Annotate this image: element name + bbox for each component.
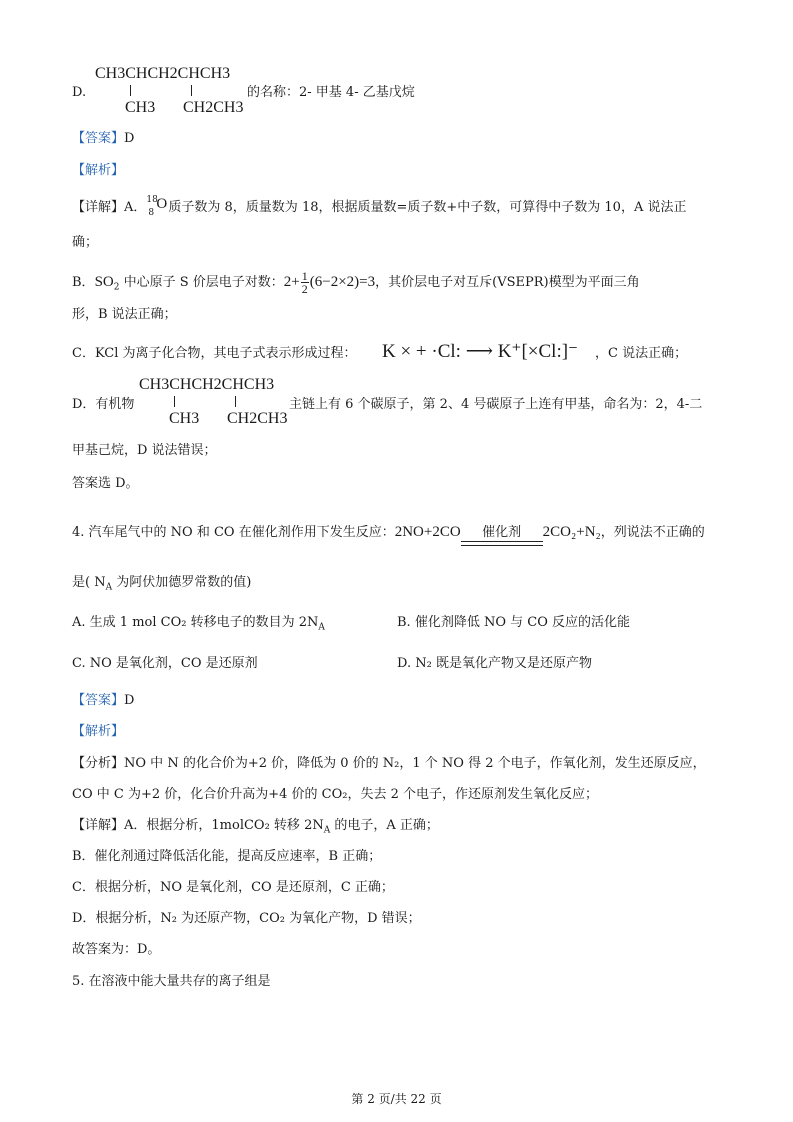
fraction-numerator: 1 bbox=[301, 269, 308, 283]
struct-main: CH3CHCH2CHCH3 bbox=[95, 65, 231, 82]
fenxi-tag: 【分析】 bbox=[72, 756, 125, 771]
struct-sub-1: CH3 bbox=[169, 410, 200, 427]
option-prefix: A． bbox=[124, 200, 147, 215]
fenxi-1 bbox=[72, 755, 706, 773]
answer-1 bbox=[72, 130, 134, 148]
detail-text: A．根据分析，1molCO₂ 转移 2N bbox=[124, 818, 324, 833]
detail-1-c: C．KCl 为离子化合物，其电子式表示形成过程： bbox=[72, 346, 357, 361]
struct-sub-2: CH2CH3 bbox=[183, 99, 244, 116]
structure-formula-detail bbox=[139, 376, 288, 427]
fraction bbox=[301, 270, 309, 295]
equation-part: 2+ bbox=[283, 274, 300, 290]
option-c[interactable]: C. NO 是氧化剂，CO 是还原剂 bbox=[72, 656, 258, 671]
answer-tag: 【答案】 bbox=[72, 693, 125, 708]
detail-b-text: 中心原子 S 价层电子对数： bbox=[119, 275, 284, 290]
bond-line bbox=[130, 85, 131, 96]
item-d-label: D. bbox=[72, 85, 87, 100]
detail-1-b-cont: 形，B 说法正确； bbox=[72, 307, 177, 322]
question-5-stem: 5. 在溶液中能大量共存的离子组是 bbox=[72, 974, 271, 989]
detail-2-b: B．催化剂通过降低活化能，提高反应速率，B 正确； bbox=[72, 849, 382, 864]
isotope-z: 8 bbox=[148, 208, 155, 218]
detail-1-d-cont: 甲基己烷，D 说法错误； bbox=[72, 443, 217, 458]
struct-main: CH3CHCH2CHCH3 bbox=[139, 376, 275, 393]
option-a[interactable] bbox=[72, 614, 325, 637]
fenxi-text: NO 中 N 的化合价为+2 价，降低为 0 价的 N₂，1 个 NO 得 2 个电子，作氧化剂，发生还原反应， bbox=[124, 756, 706, 771]
item-d-suffix: 的名称：2- 甲基 4- 乙基戊烷 bbox=[247, 85, 415, 100]
detail-1-d-prefix: D．有机物 bbox=[72, 397, 135, 412]
detail-b-text: ，其价层电子对互斥(VSEPR)模型为平面三角 bbox=[375, 275, 640, 290]
detail-1-c-tail: ，C 说法正确； bbox=[595, 346, 688, 361]
option-d[interactable]: D. N₂ 既是氧化产物又是还原产物 bbox=[397, 656, 592, 671]
detail-2-c: C．根据分析，NO 是氧化剂，CO 是还原剂，C 正确； bbox=[72, 880, 394, 895]
answer-value: D bbox=[124, 693, 135, 708]
conclusion-2: 故答案为：D。 bbox=[72, 942, 161, 957]
detail-1-b bbox=[72, 270, 640, 297]
detail-2-a bbox=[72, 817, 439, 840]
bond-line bbox=[191, 85, 192, 96]
isotope-symbol bbox=[146, 195, 168, 218]
answer-tag: 【答案】 bbox=[72, 131, 125, 146]
stem-text: 是( N bbox=[72, 575, 106, 590]
option-text: A. 生成 1 mol CO₂ 转移电子的数目为 2N bbox=[72, 615, 319, 630]
question-4-stem-2 bbox=[72, 574, 251, 597]
question-4-stem bbox=[72, 521, 705, 542]
formula: SO bbox=[94, 274, 114, 290]
detail-tag: 【详解】 bbox=[72, 200, 125, 215]
detail-1-d-text: 主链上有 6 个碳原子，第 2、4 号碳原子上连有甲基，命名为：2，4-二 bbox=[289, 397, 703, 412]
sub-a: A bbox=[323, 825, 331, 836]
detail-1-a bbox=[72, 197, 686, 217]
struct-sub-1: CH3 bbox=[125, 99, 156, 116]
isotope-element: O bbox=[156, 196, 168, 212]
equals-arrow bbox=[461, 541, 543, 546]
catalyst-arrow bbox=[461, 525, 543, 546]
question-stem: 4. 汽车尾气中的 NO 和 CO 在催化剂作用下发生反应： bbox=[72, 525, 395, 540]
detail-1-a-cont: 确； bbox=[72, 235, 99, 250]
lewis-formation: K × + ·Cl: ⟶ K⁺[×Cl:]⁻ bbox=[382, 341, 579, 362]
equation-left: 2NO+2CO bbox=[394, 524, 461, 540]
fenxi-2: CO 中 C 为+2 价，化合价升高为+4 价的 CO₂，失去 2 个电子，作还原剂发生氧化反应； bbox=[72, 787, 599, 802]
bond-line bbox=[235, 396, 236, 407]
option-prefix: B． bbox=[72, 275, 95, 290]
stem-text: 为阿伏加德罗常数的值) bbox=[112, 575, 252, 590]
analysis-tag-2: 【解析】 bbox=[72, 724, 125, 739]
equation-part: (6−2×2)=3 bbox=[309, 274, 376, 290]
analysis-tag-1: 【解析】 bbox=[72, 163, 125, 178]
fraction-denominator: 2 bbox=[301, 282, 308, 296]
option-b[interactable]: B. 催化剂降低 NO 与 CO 反应的活化能 bbox=[397, 615, 630, 630]
struct-sub-2: CH2CH3 bbox=[227, 410, 288, 427]
question-stem-end: ，列说法不正确的 bbox=[600, 525, 705, 540]
sub-a: A bbox=[105, 582, 113, 593]
catalyst-label: 催化剂 bbox=[482, 525, 522, 540]
formula-sub: 2 bbox=[113, 282, 120, 293]
detail-text: 的电子，A 正确； bbox=[330, 818, 439, 833]
equation-right: 2CO₂+N₂ bbox=[542, 524, 601, 540]
answer-value: D bbox=[124, 131, 135, 146]
structure-formula-top bbox=[95, 65, 244, 116]
detail-2-d: D．根据分析，N₂ 为还原产物，CO₂ 为氧化产物，D 错误； bbox=[72, 911, 421, 926]
detail-tag: 【详解】 bbox=[72, 818, 125, 833]
page-footer: 第 2 页/共 22 页 bbox=[351, 1092, 442, 1106]
sub-a: A bbox=[318, 622, 325, 633]
isotope-mass: 18 bbox=[146, 195, 158, 205]
conclusion-1: 答案选 D。 bbox=[72, 476, 139, 491]
answer-2 bbox=[72, 692, 134, 710]
detail-a-text: 质子数为 8，质量数为 18，根据质量数=质子数+中子数，可算得中子数为 10，A 说法正 bbox=[168, 200, 687, 215]
bond-line bbox=[174, 396, 175, 407]
